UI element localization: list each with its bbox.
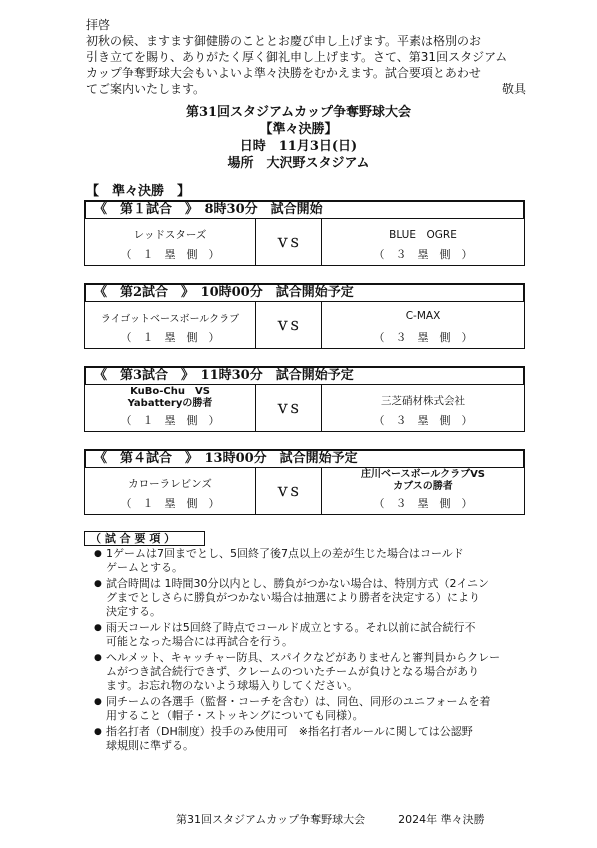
bullet-icon: ● <box>94 653 102 663</box>
left-team-name: ライゴットベースボールクラブ <box>100 314 240 325</box>
right-team-name-line: カブスの勝者 <box>393 481 453 492</box>
requirement-line: 1ゲームは7回までとし、5回終了後7点以上の差が生じた場合はコールド <box>106 547 464 560</box>
game-header: 《 第2試合 》 10時00分 試合開始予定 <box>84 283 525 302</box>
right-team-side: （ ３ 塁 側 ） <box>373 414 473 427</box>
requirement-line: 球規則に準ずる。 <box>106 739 194 752</box>
right-team-name-line: 庄川ベースボールクラブVS <box>360 469 486 480</box>
requirement-line: 指名打者（DH制度）投手のみ使用可 ※指名打者ルールに関しては公認野 <box>106 725 473 738</box>
requirements-list <box>94 547 526 755</box>
date-line: 日時 11月3日(日) <box>239 139 358 154</box>
right-team-side: （ ３ 塁 側 ） <box>373 331 473 344</box>
bullet-icon: ● <box>94 697 102 707</box>
bullet-icon: ● <box>94 579 102 589</box>
right-team-side: （ ３ 塁 側 ） <box>373 248 473 261</box>
venue-line: 場所 大沢野スタジアム <box>227 156 370 171</box>
vs-label: ＶＳ <box>255 385 322 431</box>
vs-label: ＶＳ <box>255 302 322 348</box>
greeting-line: てご案内いたします。 <box>86 82 206 96</box>
right-team-cell <box>322 468 524 514</box>
right-team-side: （ ３ 塁 側 ） <box>373 497 473 510</box>
requirement-line: 決定する。 <box>106 605 161 618</box>
greeting <box>86 17 526 97</box>
page-footer: 第31回スタジアムカップ争奪野球大会 2024年 準々決勝 <box>176 813 485 826</box>
game-matchup <box>84 219 525 266</box>
requirement-line: ヘルメット、キャッチャー防具、スパイクなどがありませんと審判員からクレー <box>106 651 501 664</box>
left-team-cell <box>85 219 255 265</box>
left-team-name <box>85 386 255 410</box>
right-team-cell <box>322 219 524 265</box>
requirement-line: ムがつき試合続行できず、クレームのついたチームが負けとなる場合があり <box>106 665 480 678</box>
requirement-item <box>94 547 526 575</box>
game-card <box>84 283 525 349</box>
greeting-line: カップ争奪野球大会もいよいよ準々決勝をむかえます。試合要項とあわせ <box>86 66 481 80</box>
game-card <box>84 449 525 515</box>
requirement-item <box>94 651 526 693</box>
requirement-line: グまでとしさらに勝負がつかない場合は抽選により勝者を決定する）により <box>106 591 480 604</box>
right-team-cell <box>322 385 524 431</box>
left-team-name: レッドスターズ <box>133 229 207 241</box>
left-team-cell <box>85 385 255 431</box>
requirement-item <box>94 695 526 723</box>
vs-label: ＶＳ <box>255 219 322 265</box>
section-title: 【 準々決勝 】 <box>86 184 191 199</box>
requirement-line: 同チームの各選手（監督・コーチを含む）は、同色、同形のユニフォームを着 <box>106 695 491 708</box>
left-team-side: （ １ 塁 側 ） <box>120 414 220 427</box>
left-team-cell <box>85 468 255 514</box>
game-header: 《 第４試合 》 13時00分 試合開始予定 <box>84 449 525 468</box>
bullet-icon: ● <box>94 623 102 633</box>
left-team-cell <box>85 302 255 348</box>
left-team-side: （ １ 塁 側 ） <box>120 331 220 344</box>
left-team-name: カローラレビンズ <box>128 478 212 490</box>
game-card <box>84 200 525 266</box>
requirement-item <box>94 725 526 753</box>
tournament-title: 第31回スタジアムカップ争奪野球大会 <box>185 105 412 120</box>
greeting-line: 引き立てを賜り、ありがたく厚く御礼申し上げます。さて、第31回スタジアム <box>86 50 508 64</box>
greeting-line: 初秋の候、ますます御健勝のこととお慶び申し上げます。平素は格別のお <box>86 34 482 48</box>
vs-label: ＶＳ <box>255 468 322 514</box>
right-team-name: C-MAX <box>405 310 441 322</box>
round-title: 【準々決勝】 <box>259 122 338 137</box>
right-team-name: BLUE OGRE <box>389 229 457 241</box>
right-team-name: 三芝硝材株式会社 <box>381 395 465 407</box>
requirement-line: ます。お忘れ物のないよう球場入りしてください。 <box>106 679 359 692</box>
requirement-line: ゲームとする。 <box>106 561 183 574</box>
requirement-item <box>94 621 526 649</box>
requirement-line: 雨天コールドは5回終了時点でコールド成立とする。それ以前に試合続行不 <box>106 621 476 634</box>
game-header: 《 第3試合 》 11時30分 試合開始予定 <box>84 366 525 385</box>
left-team-name-line: Yabatteryの勝者 <box>127 398 213 409</box>
greeting-line: 拝啓 <box>86 18 111 32</box>
bullet-icon: ● <box>94 549 102 559</box>
requirement-item <box>94 577 526 619</box>
game-matchup <box>84 468 525 515</box>
left-team-side: （ １ 塁 側 ） <box>120 497 220 510</box>
requirement-line: 用すること（帽子・ストッキングについても同様）。 <box>106 709 364 722</box>
right-team-cell <box>322 302 524 348</box>
game-matchup <box>84 385 525 432</box>
bullet-icon: ● <box>94 727 102 737</box>
left-team-name-line: KuBo-Chu VS <box>130 386 210 397</box>
game-header: 《 第１試合 》 8時30分 試合開始 <box>84 200 525 219</box>
requirement-line: 試合時間は 1時間30分以内とし、勝負がつかない場合は、特別方式（2イニン <box>106 577 490 590</box>
right-team-name <box>322 469 524 493</box>
left-team-side: （ １ 塁 側 ） <box>120 248 220 261</box>
game-card <box>84 366 525 432</box>
greeting-closing: 敬具 <box>501 82 526 96</box>
document-header <box>0 104 597 172</box>
requirement-line: 可能となった場合には再試合を行う。 <box>106 635 293 648</box>
game-matchup <box>84 302 525 349</box>
requirements-title: （ 試 合 要 項 ） <box>84 531 205 546</box>
